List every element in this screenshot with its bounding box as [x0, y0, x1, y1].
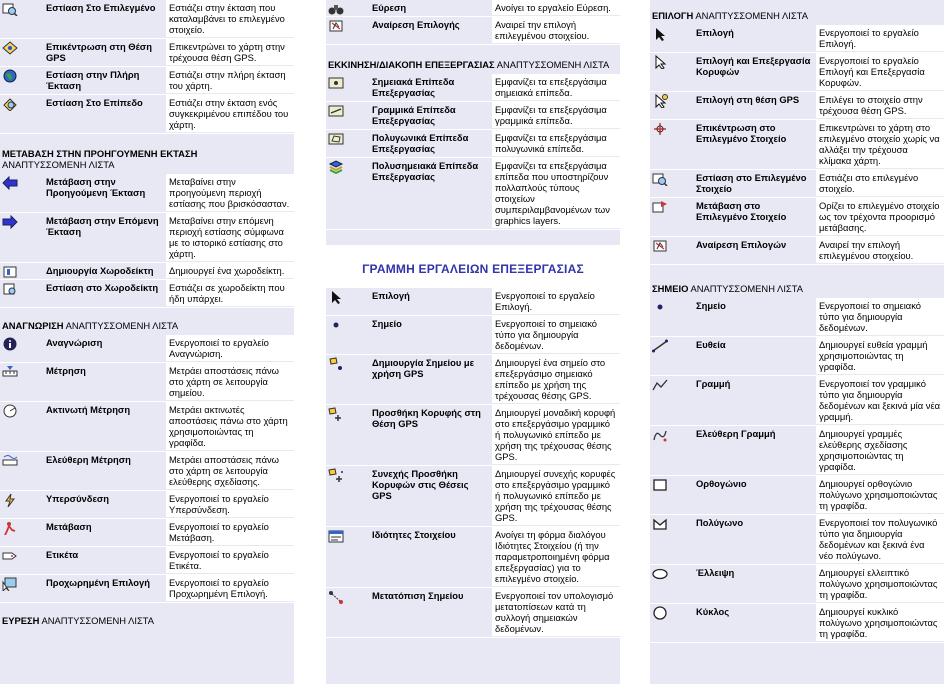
column-navigation: [0, 0, 294, 684]
label-icon: [0, 547, 44, 563]
ellipse-icon: [650, 565, 694, 581]
tool-row: [650, 237, 944, 265]
tool-row: [0, 174, 294, 213]
tool-row: [0, 402, 294, 452]
tool-description: Ενεργοποιεί το εργαλείο Επιλογή και Επεξεργασία Κορυφών.: [816, 53, 944, 91]
section-title-rest: ΑΝΑΠΤΥΣΣΟΜΕΝΗ ΛΙΣΤΑ: [695, 10, 808, 21]
column-editing-toolbar: [326, 288, 620, 684]
tool-name: Πολυσημειακά Επίπεδα Επεξεργασίας: [372, 160, 479, 182]
tool-name: Επικέντρωση στη Θέση GPS: [46, 41, 152, 63]
tool-row: [326, 74, 620, 102]
tool-description: Εστιάζει στην έκταση ενός συγκεκριμένου επιπέδου του χάρτη.: [166, 95, 294, 133]
center-gps-icon: [0, 39, 44, 55]
tool-row: [326, 17, 620, 45]
point-icon: [650, 298, 694, 314]
section-title-bold: ΑΝΑΓΝΩΡΙΣΗ: [2, 320, 64, 331]
goto-icon: [0, 519, 44, 535]
editing-toolbar-title: ΓΡΑΜΜΗ ΕΡΓΑΛΕΙΩΝ ΕΠΕΞΕΡΓΑΣΙΑΣ: [362, 262, 584, 276]
tool-name: Μετατόπιση Σημείου: [372, 590, 464, 601]
section-title-bold: ΕΚΚΙΝΗΣΗ/ΔΙΑΚΟΠΗ ΕΠΕΞΕΡΓΑΣΙΑΣ: [328, 59, 495, 70]
freehand-line-icon: [650, 426, 694, 442]
tool-name: Αναίρεση Επιλογής: [372, 19, 460, 30]
identify-tools-list: [0, 335, 294, 603]
tool-row: [0, 213, 294, 263]
tool-description: Δημιουργεί ένα σημείο στο επεξεργάσιμο σημειακό επίπεδο με χρήση της τρέχουσας θέσης GPS.: [492, 355, 620, 404]
tool-description: Ενεργοποιεί το εργαλείο Αναγνώριση.: [166, 335, 294, 362]
tool-description: Επικεντρώνει το χάρτη στην τρέχουσα θέση GPS.: [166, 39, 294, 66]
circle-icon: [650, 604, 694, 620]
globe-icon: [0, 67, 44, 83]
section-title-rest: ΑΝΑΠΤΥΣΣΟΜΕΝΗ ΛΙΣΤΑ: [41, 615, 155, 626]
tool-name: Σημειακά Επίπεδα Επεξεργασίας: [372, 76, 455, 98]
tool-description: Εστιάζει στην πλήρη έκταση του χάρτη.: [166, 67, 294, 94]
tool-row: [650, 515, 944, 565]
multi-layer-icon: [326, 158, 370, 174]
tool-description: Δημιουργεί ορθογώνιο πολύγωνο χρησιμοποιώντας τη γραφίδα.: [816, 476, 944, 514]
tool-name: Μετάβαση στην Προηγούμενη Έκταση: [46, 176, 146, 198]
tool-row: [326, 588, 620, 638]
tool-row: [650, 604, 944, 643]
tool-name: Υπερσύνδεση: [46, 493, 110, 504]
tool-description: Δημιουργεί μοναδική κορυφή στο επεξεργάσιμο γραμμικό ή πολυγωνικό επίπεδο με χρήση της τρέχουσας θέσης GPS.: [492, 405, 620, 465]
tool-description: Αναιρεί την επιλογή επιλεγμένου στοιχείου.: [492, 17, 620, 44]
tool-name: Εστίαση στο Επιλεγμένο Στοιχείο: [696, 172, 807, 194]
tool-row: [0, 95, 294, 134]
select-vertex-icon: [650, 53, 694, 69]
tool-row: [650, 25, 944, 53]
tool-row: [0, 547, 294, 575]
tool-description: Εμφανίζει τα επεξεργάσιμα επίπεδα που υποστηρίζουν πολλαπλούς τύπους στοιχείων συμπεριλαμβανομένων των graphics layers.: [492, 158, 620, 229]
tool-row: [0, 452, 294, 491]
tool-name: Εστίαση Στο Επιλεγμένο: [46, 2, 156, 13]
tool-name: Ελεύθερη Μέτρηση: [46, 454, 131, 465]
rectangle-icon: [650, 476, 694, 492]
tool-description: Μετράει ακτινωτές αποστάσεις πάνω στο χάρτη χρησιμοποιώντας τη γραφίδα.: [166, 402, 294, 451]
arrow-left-icon: [0, 174, 44, 190]
section-header-select: [650, 6, 944, 25]
select-arrow-icon: [326, 288, 370, 304]
tool-description: Ενεργοποιεί το εργαλείο Επιλογή.: [816, 25, 944, 52]
section-header-find: [0, 611, 294, 630]
center-selected-icon: [650, 120, 694, 136]
tool-name: Σημείο: [372, 318, 402, 329]
advanced-select-icon: [0, 575, 44, 591]
tool-name: Μετάβαση στην Επόμενη Έκταση: [46, 215, 159, 237]
tool-row: [326, 355, 620, 405]
tool-description: Εμφανίζει τα επεξεργάσιμα σημειακά επίπεδα.: [492, 74, 620, 101]
tool-row: [326, 466, 620, 527]
tool-row: [0, 575, 294, 603]
tool-row: [0, 39, 294, 67]
section-title-bold: ΣΗΜΕΙΟ: [652, 283, 689, 294]
tool-row: [0, 67, 294, 95]
tool-description: Δημιουργεί ελλειπτικό πολύγωνο χρησιμοποιώντας τη γραφίδα.: [816, 565, 944, 603]
radial-measure-icon: [0, 402, 44, 418]
tool-description: Εμφανίζει τα επεξεργάσιμα πολυγωνικά επίπεδα.: [492, 130, 620, 157]
gps-vertex-icon: [326, 405, 370, 421]
zoom-layer-icon: [0, 95, 44, 111]
section-title-bold: ΕΠΙΛΟΓΗ: [652, 10, 694, 21]
tool-name: Πολυγωνικά Επίπεδα Επεξεργασίας: [372, 132, 469, 154]
select-gps-icon: [650, 92, 694, 108]
tool-description: Δημιουργεί γραμμές ελεύθερης σχεδίασης χρησιμοποιώντας τη γραφίδα.: [816, 426, 944, 475]
gps-point-icon: [326, 355, 370, 371]
tool-description: Μετράει αποστάσεις πάνω στο χάρτη σε λειτουργία ελεύθερης σχεδίασης.: [166, 452, 294, 490]
tool-row: [650, 120, 944, 170]
hyperlink-icon: [0, 491, 44, 507]
tool-name: Ευθεία: [696, 339, 726, 350]
freehand-measure-icon: [0, 452, 44, 468]
gps-stream-icon: [326, 466, 370, 482]
tool-row: [650, 170, 944, 198]
section-title-bold: ΜΕΤΑΒΑΣΗ ΣΤΗΝ ΠΡΟΗΓΟΥΜΕΝΗ ΕΚΤΑΣΗ: [2, 148, 198, 159]
tool-description: Επιλέγει το στοιχείο στην τρέχουσα θέση GPS.: [816, 92, 944, 119]
select-arrow-icon: [650, 25, 694, 41]
info-icon: [0, 335, 44, 351]
point-layer-icon: [326, 74, 370, 90]
clear-selection-icon: [650, 237, 694, 253]
tool-name: Επιλογή και Επεξεργασία Κορυφών: [696, 55, 811, 77]
tool-name: Εύρεση: [372, 2, 407, 13]
tool-description: Δημιουργεί συνεχής κορυφές στο επεξεργάσιμο γραμμικό ή πολυγωνικό επίπεδο με χρήση της τρέχουσας θέσης GPS.: [492, 466, 620, 526]
tool-row: [650, 426, 944, 476]
section-title-rest: ΑΝΑΠΤΥΣΣΟΜΕΝΗ ΛΙΣΤΑ: [65, 320, 179, 331]
tool-description: Ενεργοποιεί το εργαλείο Μετάβαση.: [166, 519, 294, 546]
tool-name: Ετικέτα: [46, 549, 79, 560]
tool-description: Ανοίγει τη φόρμα διαλόγου Ιδιότητες Στοιχείου (ή την παραμετροποιημένη φόρμα επεξεργασίας) για το επιλεγμένο στοιχείο.: [492, 527, 620, 587]
editing-toolbar-list: [326, 288, 620, 638]
tool-description: Επικεντρώνει το χάρτη στο επιλεγμένο στοιχείο χωρίς να αλλάξει την τρέχουσα κλίμακα χάρτη.: [816, 120, 944, 169]
tool-name: Μέτρηση: [46, 365, 86, 376]
tool-name: Μετάβαση στο Επιλεγμένο Στοιχείο: [696, 200, 787, 222]
tool-description: Δημιουργεί ευθεία γραμμή χρησιμοποιώντας τη γραφίδα.: [816, 337, 944, 375]
tool-description: Αναιρεί την επιλογή επιλεγμένου στοιχείου.: [816, 237, 944, 264]
tool-row: [326, 405, 620, 466]
tool-name: Πολύγωνο: [696, 517, 744, 528]
offset-point-icon: [326, 588, 370, 604]
tool-description: Ανοίγει το εργαλείο Εύρεση.: [492, 0, 620, 16]
tool-description: Δημιουργεί ένα χωροδείκτη.: [166, 263, 294, 279]
tool-name: Αναγνώριση: [46, 337, 103, 348]
tool-description: Ενεργοποιεί το σημειακό τύπο για δημιουργία δεδομένων.: [492, 316, 620, 354]
goto-selected-icon: [650, 198, 694, 214]
tool-name: Δημιουργία Χωροδείκτη: [46, 265, 154, 276]
section-title-rest: ΑΝΑΠΤΥΣΣΟΜΕΝΗ ΛΙΣΤΑ: [2, 159, 115, 170]
find-tools-list: [326, 0, 620, 45]
tool-name: Προχωρημένη Επιλογή: [46, 577, 150, 588]
tool-row: [0, 519, 294, 547]
tool-name: Αναίρεση Επιλογών: [696, 239, 787, 250]
tool-description: Ενεργοποιεί το εργαλείο Υπερσύνδεση.: [166, 491, 294, 518]
tool-name: Εστίαση Στο Επίπεδο: [46, 97, 143, 108]
tool-description: Ορίζει το επιλεγμένο στοιχείο ως τον τρέχοντα προορισμό μετάβασης.: [816, 198, 944, 236]
tool-name: Έλλειψη: [696, 567, 735, 578]
editing-layers-list: [326, 74, 620, 230]
tool-name: Γραμμικά Επίπεδα Επεξεργασίας: [372, 104, 456, 126]
tool-row: [650, 337, 944, 376]
tool-name: Δημιουργία Σημείου με χρήση GPS: [372, 357, 475, 379]
polyline-icon: [650, 376, 694, 392]
tool-name: Μετάβαση: [46, 521, 92, 532]
tool-description: Εμφανίζει τα επεξεργάσιμα γραμμικά επίπεδα.: [492, 102, 620, 129]
section-header-identify: [0, 316, 294, 335]
bookmark-zoom-icon: [0, 280, 44, 296]
tool-name: Ακτινωτή Μέτρηση: [46, 404, 131, 415]
tool-description: Δημιουργεί κυκλικό πολύγωνο χρησιμοποιώντας τη γραφίδα.: [816, 604, 944, 642]
column-selection: [650, 0, 944, 684]
tool-row: [650, 476, 944, 515]
clear-selection-icon: [326, 17, 370, 33]
tool-row: [326, 158, 620, 230]
tool-row: [326, 316, 620, 355]
section-header-previous-extent: [0, 144, 294, 174]
tool-name: Γραμμή: [696, 378, 731, 389]
tool-row: [650, 92, 944, 120]
tool-name: Σημείο: [696, 300, 726, 311]
tool-row: [326, 102, 620, 130]
tool-row: [326, 527, 620, 588]
polygon-icon: [650, 515, 694, 531]
zoom-selected-icon: [0, 0, 44, 16]
tool-description: Ενεργοποιεί τον υπολογισμό μετατοπίσεων κατά τη συλλογή σημειακών δεδομένων.: [492, 588, 620, 637]
tool-row: [650, 565, 944, 604]
tool-description: Ενεργοποιεί τον γραμμικό τύπο για δημιουργία δεδομένων και ξεκινά μία νέα γραμμή.: [816, 376, 944, 425]
tool-row: [326, 130, 620, 158]
tool-name: Επιλογή: [372, 290, 410, 301]
tool-description: Μεταβαίνει στην επόμενη περιοχή εστίασης σύμφωνα με το ιστορικό εστίασης στο χάρτη.: [166, 213, 294, 262]
binoculars-icon: [326, 0, 370, 16]
tool-name: Επιλογή στη θέση GPS: [696, 94, 800, 105]
tool-name: Εστίαση στο Χωροδείκτη: [46, 282, 159, 293]
arrow-right-icon: [0, 213, 44, 229]
tool-description: Μεταβαίνει στην προηγούμενη περιοχή εστίασης που βρισκόσασταν.: [166, 174, 294, 212]
tool-row: [0, 363, 294, 402]
previous-extent-list: [0, 174, 294, 308]
tool-row: [650, 53, 944, 92]
tool-description: Μετράει αποστάσεις πάνω στο χάρτη σε λειτουργία σημείου.: [166, 363, 294, 401]
section-title-rest: ΑΝΑΠΤΥΣΣΟΜΕΝΗ ΛΙΣΤΑ: [690, 283, 803, 294]
column-editing: [326, 0, 620, 245]
tool-description: Ενεργοποιεί τον πολυγωνικό τύπο για δημιουργία δεδομένων και ξεκινά ένα νέο πολύγωνο.: [816, 515, 944, 564]
tool-name: Ελεύθερη Γραμμή: [696, 428, 776, 439]
tool-name: Επιλογή: [696, 27, 734, 38]
line-layer-icon: [326, 102, 370, 118]
attributes-icon: [326, 527, 370, 543]
tool-description: Ενεργοποιεί το εργαλείο Προχωρημένη Επιλογή.: [166, 575, 294, 602]
tool-name: Επικέντρωση στο Επιλεγμένο Στοιχείο: [696, 122, 787, 144]
measure-icon: [0, 363, 44, 379]
tool-description: Εστιάζει στο επιλεγμένο στοιχείο.: [816, 170, 944, 197]
tool-row: [650, 376, 944, 426]
tool-name: Προσθήκη Κορυφής στη Θέση GPS: [372, 407, 481, 429]
polygon-layer-icon: [326, 130, 370, 146]
tool-description: Ενεργοποιεί το εργαλείο Επιλογή.: [492, 288, 620, 315]
tool-name: Ορθογώνιο: [696, 478, 747, 489]
select-tools-list: [650, 25, 944, 265]
section-title-bold: ΕΥΡΕΣΗ: [2, 615, 40, 626]
point-icon: [326, 316, 370, 332]
section-title-rest: ΑΝΑΠΤΥΣΣΟΜΕΝΗ ΛΙΣΤΑ: [496, 59, 610, 70]
tool-description: Εστιάζει σε χωροδείκτη που ήδη υπάρχει.: [166, 280, 294, 307]
tool-description: Ενεργοποιεί το εργαλείο Ετικέτα.: [166, 547, 294, 574]
bookmark-create-icon: [0, 263, 44, 279]
tool-row: [0, 280, 294, 308]
tool-row: [650, 298, 944, 337]
tool-row: [0, 335, 294, 363]
section-header-point: [650, 279, 944, 298]
tool-row: [0, 491, 294, 519]
tool-description: Ενεργοποιεί το σημειακό τύπο για δημιουργία δεδομένων.: [816, 298, 944, 336]
straight-line-icon: [650, 337, 694, 353]
tool-row: [326, 288, 620, 316]
tool-name: Κύκλος: [696, 606, 730, 617]
zoom-selected-icon: [650, 170, 694, 186]
tool-description: Εστιάζει στην έκταση που καταλαμβάνει το επιλεγμένο στοιχείο.: [166, 0, 294, 38]
tool-row: [0, 263, 294, 280]
tool-name: Συνεχής Προσθήκη Κορυφών στις Θέσεις GPS: [372, 468, 469, 501]
section-header-start-stop-editing: [326, 55, 620, 74]
tool-name: Εστίαση στην Πλήρη Έκταση: [46, 69, 140, 91]
tool-name: Ιδιότητες Στοιχείου: [372, 529, 456, 540]
tool-row: [0, 0, 294, 39]
zoom-tools-list: [0, 0, 294, 134]
tool-row: [326, 0, 620, 17]
tool-row: [650, 198, 944, 237]
point-tools-list: [650, 298, 944, 643]
